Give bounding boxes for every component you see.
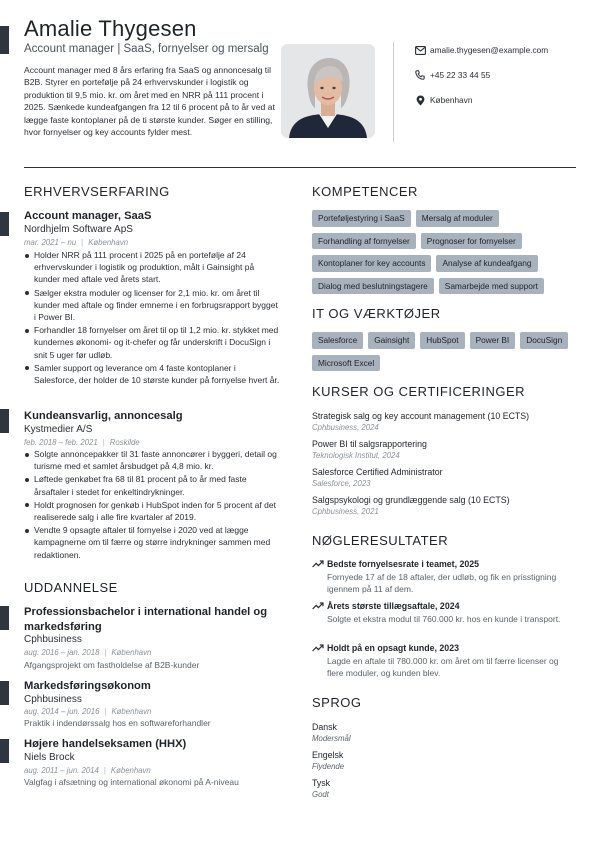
education-title: Professionsbachelor i international handel og markedsføring [24,606,268,633]
result-title [312,559,479,569]
trend-up-icon [312,559,324,569]
job-bullets [24,249,280,387]
job-location: Roskilde [109,438,140,447]
profile-photo [281,44,375,138]
candidate-headline: Account manager | SaaS, fornyelser og mersalg [24,43,269,55]
section-experience-heading: ERHVERVSERFARING [24,184,170,199]
education-meta: aug. 2011 – jun. 2014 | København [24,766,151,775]
result-desc: Lagde en aftale til 780.000 kr. om året om til færre licenser og flere moduler, og kunden blev. [327,656,559,679]
tool-tag: Salesforce [312,332,363,349]
course-provider: Cphbusiness, 2021 [312,507,379,516]
skill-tag: Forhandling af fornyelser [312,233,416,250]
header-rule [24,167,576,168]
section-tools-heading: IT OG VÆRKTØJER [312,306,441,321]
accent-bar-edu-3 [0,739,9,763]
contact-email-text: amalie.thygesen@example.com [430,45,549,55]
result-title-text: Bedste fornyelsesrate i teamet, 2025 [327,559,480,569]
skill-tag: Porteføljestyring i SaaS [312,210,411,227]
tool-tag: DocuSign [520,332,568,349]
job-bullet: Forhandler 18 fornyelser om året til op til 1,2 mio. kr. stykket med kundernes økonomi- og it-chefer og får underskrift i DocuSign i snit 5 uger før udløb. [24,324,280,361]
education-location: København [111,648,152,657]
language-level: Flydende [312,762,345,771]
contact-phone[interactable] [414,69,490,81]
education-title: Markedsføringsøkonom [24,680,151,692]
education-title: Højere handelseksamen (HHX) [24,738,187,750]
job-location: København [88,238,129,247]
accent-bar-edu-2 [0,681,9,705]
course-provider: Salesforce, 2023 [312,479,371,488]
job-bullet: Løftede genkøbet fra 68 til 81 procent på to år med faste årsaftaler i stedet for enkeltindrykninger. [24,473,280,497]
job-company: Nordhjelm Software ApS [24,224,133,235]
course-name: Salgspsykologi og grundlæggende salg (10 ECTS) [312,495,510,505]
contact-phone-text: +45 22 33 44 55 [430,70,491,80]
result-title [312,643,459,653]
tool-tag: Gainsight [368,332,415,349]
header-divider [393,42,394,142]
job-title: Account manager, SaaS [24,210,152,222]
contact-location [414,94,472,106]
education-location: København [110,766,151,775]
education-meta: aug. 2016 – jan. 2018 | København [24,648,152,657]
education-desc: Praktik i indendørssalg hos en softwareforhandler [24,718,211,728]
section-education-heading: UDDANNELSE [24,580,118,595]
education-desc: Afgangsprojekt om fastholdelse af B2B-kunder [24,660,200,670]
course-name: Salesforce Certified Administrator [312,467,443,477]
job-company: Kystmedier A/S [24,424,93,435]
language-level: Godt [312,790,329,799]
result-title-text: Holdt på en opsagt kunde, 2023 [327,643,459,653]
job-meta: feb. 2018 – feb. 2021 | Roskilde [24,438,140,447]
job-bullet: Holder NRR på 111 procent i 2025 på en portefølje af 24 erhvervskunder i logistik og produktion, målt i Gainsight på kunder med aftale ved årets start. [24,249,280,286]
job-dates: mar. 2021 – nu [24,238,77,247]
tool-tag: HubSpot [420,332,464,349]
skill-tag: Prognoser for fornyelser [421,233,522,250]
language-level: Modersmål [312,734,351,743]
tool-tag: Power BI [470,332,516,349]
contact-email[interactable] [414,44,548,56]
language-name: Tysk [312,778,331,788]
skill-tag: Kontoplaner for key accounts [312,255,431,272]
accent-bar-job-2 [0,409,9,433]
education-desc: Valgfag i afsætning og international økonomi på A-niveau [24,777,239,787]
skill-tag: Samarbejde med support [439,278,544,295]
skill-tag: Dialog med beslutningstagere [312,278,434,295]
education-school: Cphbusiness [24,694,82,705]
skill-tag: Analyse af kundeafgang [436,255,537,272]
candidate-name: Amalie Thygesen [24,16,197,41]
tools-tags [312,332,578,377]
language-name: Dansk [312,722,337,732]
education-dates: aug. 2014 – jun. 2016 [24,707,100,716]
accent-bar-header [0,26,9,54]
mail-icon [414,44,426,56]
profile-summary: Account manager med 8 års erfaring fra SaaS og annoncesalg til B2B. Styrer en portefølje på 24 erhvervskunder i logistik og produktion til 9,5 mio. kr. om året med en NRR på 111 procent i 2025. Sænkede kundeafgangen fra 12 til 6 procent på to år ved at lægge faste kontoplaner på de ti største kunder. Søger en stilling, hvor fornyelser og key accounts fylder mest. [24,65,275,138]
result-title [312,601,460,611]
education-dates: aug. 2016 – jan. 2018 [24,648,100,657]
education-location: København [111,707,152,716]
job-bullet: Samler support og leverance om 4 faste kontoplaner i Salesforce, der holder de 10 største kunder på fornyelse hvert år. [24,362,280,386]
accent-bar-job-1 [0,212,9,236]
education-meta: aug. 2014 – jun. 2016 | København [24,707,152,716]
job-bullet: Holdt prognosen for genkøb i HubSpot inden for 5 procent af det realiserede salg i alle fire kvartaler af 2019. [24,499,280,523]
skills-tags [312,210,578,300]
job-bullet: Solgte annoncepakker til 31 faste annoncører i byggeri, detail og turisme med et samlet årsbudget på 4,8 mio. kr. [24,448,280,472]
section-languages-heading: SPROG [312,695,362,710]
result-desc: Solgte et ekstra modul til 760.000 kr. hos en kunde i transport. [327,614,561,624]
tool-tag: Microsoft Excel [312,355,380,372]
result-title-text: Årets største tillægsaftale, 2024 [327,601,460,611]
education-school: Niels Brock [24,752,75,763]
job-bullets [24,448,280,562]
trend-up-icon [312,601,324,611]
section-courses-heading: KURSER OG CERTIFICERINGER [312,384,526,399]
contact-location-text: København [430,95,473,105]
job-dates: feb. 2018 – feb. 2021 [24,438,98,447]
section-results-heading: NØGLERESULTATER [312,533,449,548]
result-desc: Fornyede 17 af de 18 aftaler, der udløb, og fik en prisstigning igennem på 11 af dem. [327,572,557,595]
education-dates: aug. 2011 – jun. 2014 [24,766,99,775]
course-name: Power BI til salgsrapportering [312,439,427,449]
job-bullet: Vendte 9 opsagte aftaler til fornyelse i 2020 ved at lægge kampagnerne om til færre og større indrykninger sammen med redaktionen. [24,524,280,561]
language-name: Engelsk [312,750,344,760]
section-skills-heading: KOMPETENCER [312,184,418,199]
accent-bar-edu-1 [0,606,9,630]
skill-tag: Mersalg af moduler [416,210,499,227]
phone-icon [414,69,426,81]
education-school: Cphbusiness [24,634,82,645]
course-provider: Cphbusiness, 2024 [312,423,379,432]
course-provider: Teknologisk Institut, 2024 [312,451,400,460]
trend-up-icon [312,643,324,653]
course-name: Strategisk salg og key account management (10 ECTS) [312,411,530,421]
job-meta: mar. 2021 – nu | København [24,238,129,247]
job-title: Kundeansvarlig, annoncesalg [24,410,183,422]
map-pin-icon [414,94,426,106]
job-bullet: Sælger ekstra moduler og licenser for 2,1 mio. kr. om året til kunder med aftale og finder emnerne i en forbrugsrapport bygget i Power BI. [24,287,280,324]
